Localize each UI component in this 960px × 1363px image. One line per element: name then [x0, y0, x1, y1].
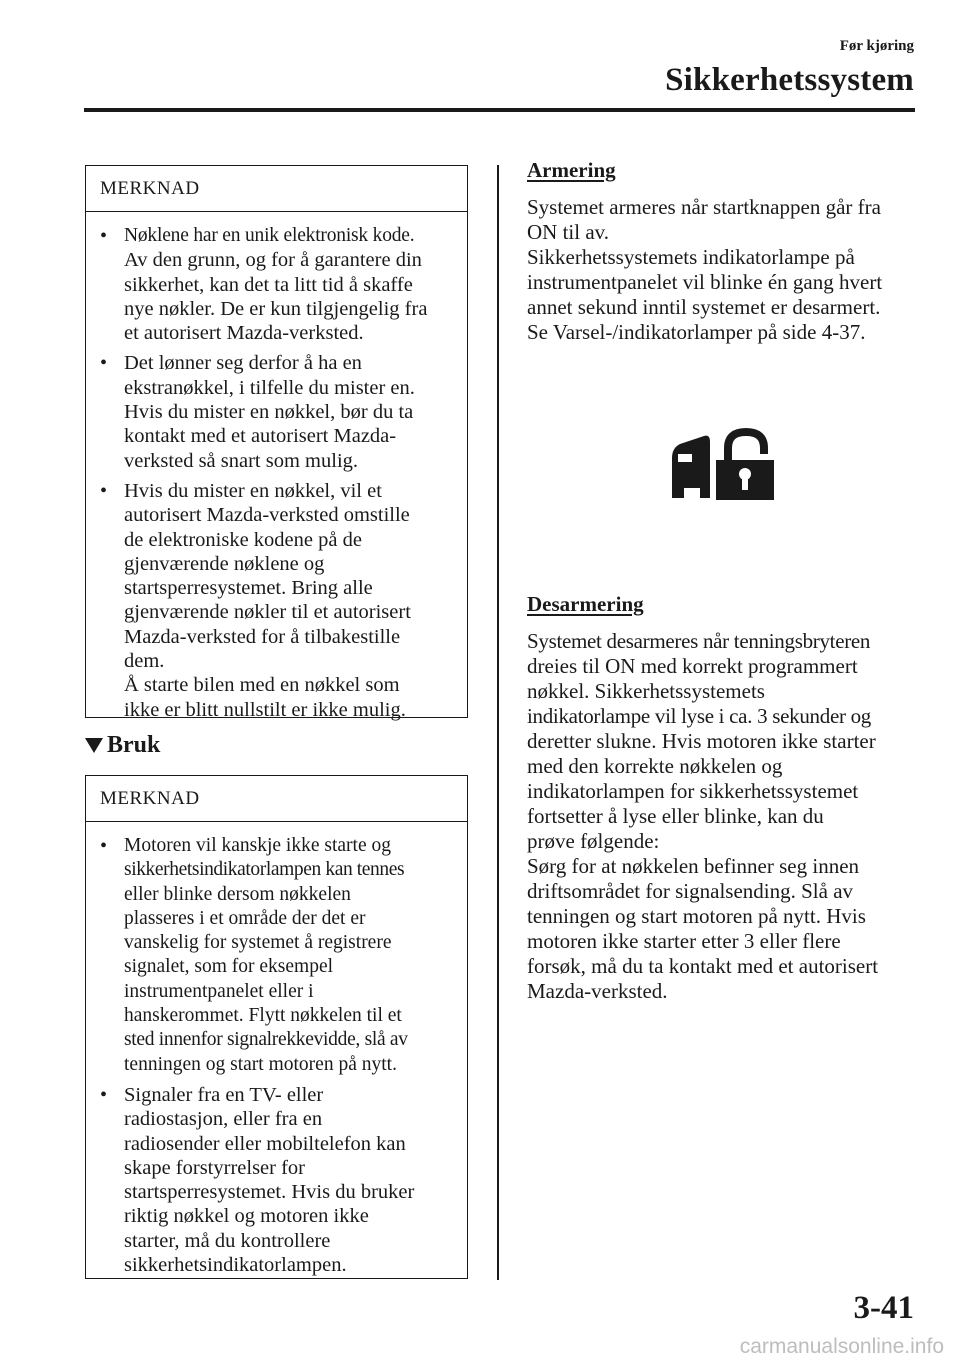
list-item	[100, 1083, 457, 1277]
text-line: radiostasjon, eller fra en	[124, 1108, 323, 1131]
list-item	[100, 351, 457, 472]
text-line: indikatorlampe vil lyse i ca. 3 sekunder og	[527, 704, 872, 728]
note-list	[86, 212, 467, 738]
text-line: Det lønner seg derfor å ha en	[124, 352, 362, 375]
text-line: indikatorlampen for sikkerhetssystemet	[527, 779, 859, 803]
triangle-down-icon	[85, 738, 103, 753]
text-line: forsøk, må du ta kontakt med et autorisert	[527, 954, 879, 978]
note-box-usage	[85, 775, 468, 1279]
text-line: dreies til ON med korrekt programmert	[527, 654, 858, 678]
text-line: Av den grunn, og for å garantere din	[124, 249, 422, 272]
text-line: med den korrekte nøkkelen og	[527, 754, 783, 778]
bullet-icon: •	[100, 479, 108, 502]
header-rule	[84, 108, 915, 112]
bullet-icon: •	[100, 352, 108, 375]
text-line: vanskelig for systemet å registrere	[124, 932, 392, 954]
section-heading-bruk	[85, 732, 160, 759]
bullet-icon: •	[100, 1083, 108, 1106]
text-line: autorisert Mazda-verksted omstille	[124, 504, 410, 527]
list-item	[100, 224, 457, 345]
text-line: Motoren vil kanskje ikke starte og	[124, 835, 391, 856]
text-line: tenningen og start motoren på nytt.	[124, 1053, 397, 1075]
text-line: sikkerhetsindikatorlampen.	[124, 1254, 347, 1277]
text-line: startsperresystemet. Hvis du bruker	[124, 1181, 415, 1204]
text-line: nye nøkler. De er kun tilgjengelig fra	[124, 297, 428, 320]
text-line: sikkerhetsindikatorlampen kan tennes	[124, 859, 405, 881]
text-line: de elektroniske kodene på de	[124, 528, 362, 551]
chapter-label: Før kjøring	[839, 38, 914, 54]
text-line: Sikkerhetssystemets indikatorlampe på	[527, 245, 855, 269]
note-heading: MERKNAD	[86, 166, 467, 212]
text-line: Systemet armeres når startknappen går fra	[527, 195, 881, 219]
text-line: radiosender eller mobiltelefon kan	[124, 1132, 406, 1155]
text-line: signalet, som for eksempel	[124, 956, 334, 978]
text-line: Mazda-verksted.	[527, 979, 668, 1003]
bullet-icon: •	[100, 225, 108, 247]
text-line: starter, må du kontrollere	[124, 1229, 331, 1252]
text-line: deretter slukne. Hvis motoren ikke starter	[527, 729, 876, 753]
armering-text	[527, 195, 917, 345]
text-line: Sørg for at nøkkelen befinner seg innen	[527, 854, 860, 878]
desarmering-heading: Desarmering	[527, 592, 644, 616]
text-line: nøkkel. Sikkerhetssystemets	[527, 679, 765, 703]
text-line: Nøklene har en unik elektronisk kode.	[124, 225, 415, 246]
text-line: Mazda-verksted for å tilbakestille	[124, 625, 401, 648]
text-line: ON til av.	[527, 220, 610, 244]
text-line: Systemet desarmeres når tenningsbryteren	[527, 629, 871, 653]
text-line: Hvis du mister en nøkkel, vil et	[124, 479, 382, 502]
list-item	[100, 834, 457, 1077]
section-title: Bruk	[107, 732, 161, 758]
text-line: sikkerhet, kan det ta litt tid å skaffe	[124, 273, 413, 296]
security-indicator-car-lock-icon	[670, 428, 774, 500]
text-line: Signaler fra en TV- eller	[124, 1083, 324, 1106]
text-line: gjenværende nøkler til et autorisert	[124, 601, 411, 624]
armering-heading: Armering	[527, 158, 616, 182]
text-line: gjenværende nøklene og	[124, 552, 325, 575]
armering-section	[527, 158, 917, 345]
page-number: 3-41	[853, 1290, 914, 1326]
note-list	[86, 822, 467, 1293]
desarmering-text	[527, 629, 917, 1004]
text-line: hanskerommet. Flytt nøkkelen til et	[124, 1005, 402, 1027]
text-line: verksted så snart som mulig.	[124, 449, 359, 472]
text-line: plasseres i et område der det er	[124, 907, 366, 929]
text-line: eller blinke dersom nøkkelen	[124, 883, 351, 905]
text-line: sted innenfor signalrekkevidde, slå av	[124, 1029, 408, 1051]
text-line: startsperresystemet. Bring alle	[124, 577, 373, 600]
list-item	[100, 479, 457, 722]
text-line: instrumentpanelet eller i	[124, 980, 314, 1002]
text-line: riktig nøkkel og motoren ikke	[124, 1205, 369, 1228]
text-line: Hvis du mister en nøkkel, bør du ta	[124, 401, 414, 424]
text-line: et autorisert Mazda-verksted.	[124, 322, 364, 345]
text-line: instrumentpanelet vil blinke én gang hvert	[527, 270, 883, 294]
text-line: dem.	[124, 650, 165, 673]
page-title: Sikkerhetssystem	[665, 62, 914, 98]
text-line: driftsområdet for signalsending. Slå av	[527, 879, 854, 903]
note-heading: MERKNAD	[86, 776, 467, 822]
text-line: motoren ikke starter etter 3 eller flere	[527, 929, 841, 953]
text-line: Å starte bilen med en nøkkel som	[124, 674, 400, 697]
text-line: kontakt med et autorisert Mazda-	[124, 425, 397, 448]
watermark-url: carmanualsonline.info	[739, 1335, 944, 1358]
text-line: fortsetter å lyse eller blinke, kan du	[527, 804, 824, 828]
text-line: Se Varsel-/indikatorlamper på side 4-37.	[527, 320, 866, 344]
text-line: skape forstyrrelser for	[124, 1156, 306, 1179]
column-divider	[497, 165, 499, 1280]
desarmering-section	[527, 592, 917, 1004]
text-line: annet sekund inntil systemet er desarmert.	[527, 295, 881, 319]
text-line: ikke er blitt nullstilt er ikke mulig.	[124, 698, 406, 721]
note-box-keys	[85, 165, 468, 721]
bullet-icon: •	[100, 835, 108, 857]
text-line: prøve følgende:	[527, 829, 660, 853]
text-line: ekstranøkkel, i tilfelle du mister en.	[124, 376, 415, 399]
text-line: tenningen og start motoren på nytt. Hvis	[527, 904, 866, 928]
